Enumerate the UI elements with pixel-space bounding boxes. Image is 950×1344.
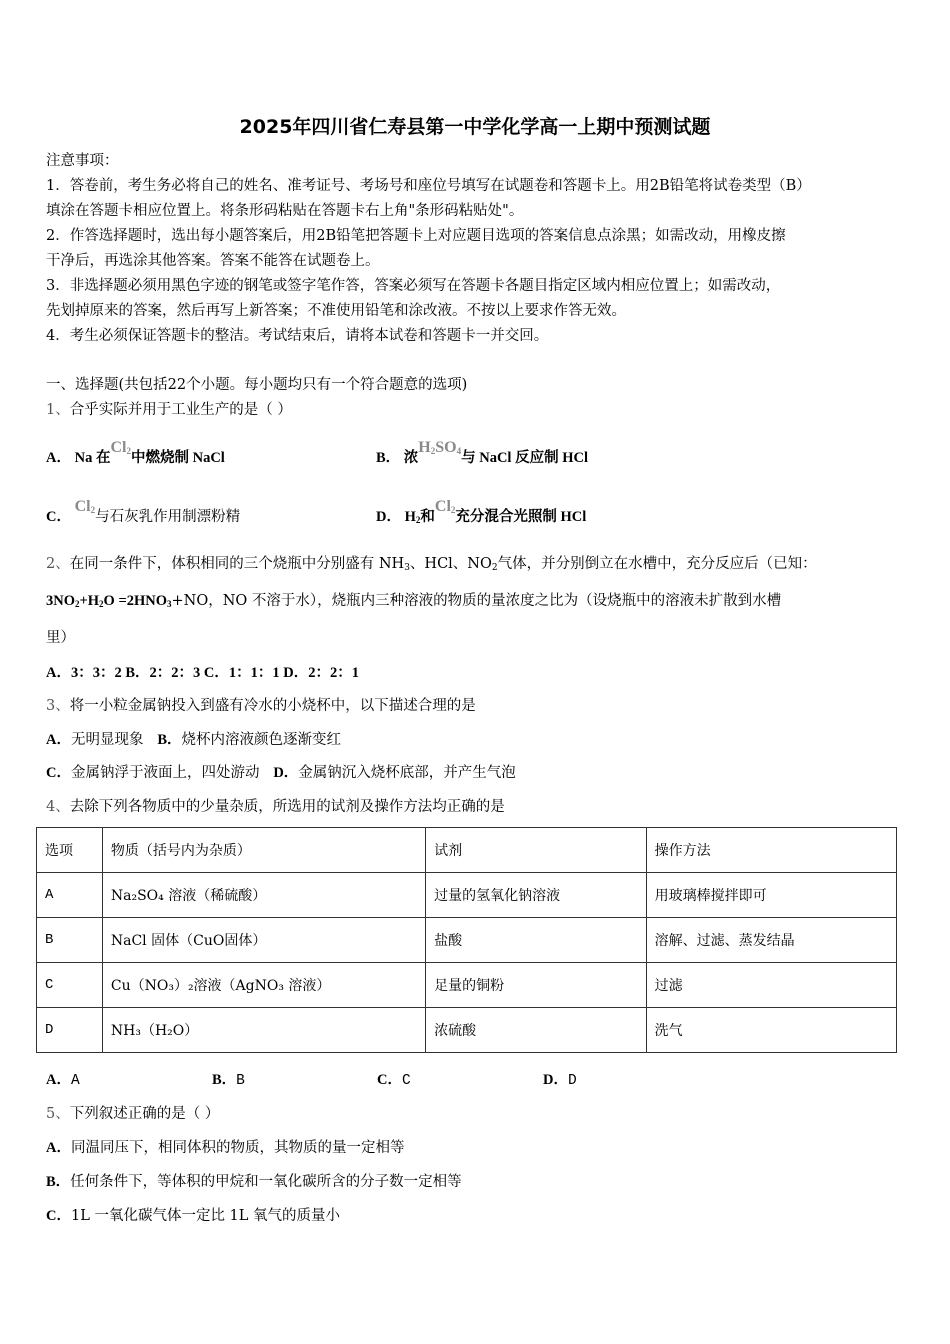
table-row: D NH₃（H₂O） 浓硫酸 洗气 (37, 1008, 897, 1053)
formula-cl2: $Cl_2$ (434, 498, 456, 515)
q4-answer-a: A．A (46, 1072, 80, 1089)
notice-item-2-line-1: 2．作答选择题时，选出每小题答案后，用2B铅笔把答题卡上对应题目选项的答案信息点涂黑；如需改动，用橡皮擦 (46, 228, 786, 244)
q1-option-b: B． 浓$H_2SO_4$与 NaCl 反应制 HCl (376, 439, 588, 466)
question-number: 1、 (46, 402, 70, 418)
notice-item-2-line-2: 干净后，再选涂其他答案。答案不能答在试题卷上。 (46, 253, 380, 269)
q1-option-a: A． Na 在$Cl_2$中燃烧制 NaCl (46, 439, 225, 466)
question-text: 合乎实际并用于工业生产的是（ ） (69, 402, 292, 418)
table-header-row (37, 828, 897, 873)
question-5-stem: 5、下列叙述正确的是（ ） (46, 1106, 220, 1122)
notice-heading: 注意事项： (46, 153, 119, 169)
table-row: A Na₂SO₄ 溶液（稀硫酸） 过量的氢氧化钠溶液 用玻璃棒搅拌即可 (37, 873, 897, 918)
formula-h2so4: $H_2SO_4$ (418, 439, 462, 456)
question-3-options-cd: C．金属钠浮于液面上，四处游动 D．金属钠沉入烧杯底部，并产生气泡 (46, 765, 516, 781)
notice-item-3-line-1: 3．非选择题必须用黑色字迹的钢笔或签字笔作答，答案必须写在答题卡各题目指定区域内相应位置上；如需改动， (46, 278, 781, 294)
question-4-stem: 4、去除下列各物质中的少量杂质，所选用的试剂及操作方法均正确的是 (46, 799, 505, 815)
q1-option-c: C． $Cl_2$与石灰乳作用制漂粉精 (46, 498, 241, 525)
header-cell: 试剂 (426, 828, 646, 873)
question-3-options-ab: A．无明显现象 B．烧杯内溶液颜色逐渐变红 (46, 732, 341, 748)
notice-item-1-line-1: 1．答卷前，考生务必将自己的姓名、准考证号、考场号和座位号填写在试题卷和答题卡上。用2B铅笔将试卷类型（B） (46, 178, 811, 194)
question-2-options: A．3：3：2 B．2：2：3 C．1：1：1 D．2：2：1 (46, 665, 359, 681)
q5-option-a: A．同温同压下，相同体积的物质，其物质的量一定相等 (46, 1140, 405, 1156)
header-cell: 操作方法 (646, 828, 896, 873)
question-3-stem: 3、将一小粒金属钠投入到盛有冷水的小烧杯中，以下描述合理的是 (46, 698, 476, 714)
question-2-line-1: 2、在同一条件下，体积相同的三个烧瓶中分别盛有 $NH_3$、HCl、$NO_2$气体，并分别倒立在水槽中，充分反应后（已知： (46, 556, 817, 573)
question-2-line-3: 里） (46, 630, 75, 646)
header-cell: 物质（括号内为杂质） (102, 828, 425, 873)
notice-item-1-line-2: 填涂在答题卡相应位置上。将条形码粘贴在答题卡右上角"条形码粘贴处"。 (46, 203, 524, 219)
q1-option-d: D． $H_2$和$Cl_2$充分混合光照制 HCl (376, 498, 587, 525)
q5-option-c: C．1L 一氧化碳气体一定比 1L 氧气的质量小 (46, 1208, 341, 1224)
q5-option-b: B．任何条件下，等体积的甲烷和一氧化碳所含的分子数一定相等 (46, 1174, 462, 1190)
header-cell: 选项 (37, 828, 103, 873)
purification-table (36, 827, 897, 1053)
question-2-line-2: $3NO_2+H_2O =2HNO_3+NO$，NO 不溶于水），烧瓶内三种溶液的物质的量浓度之比为（设烧瓶中的溶液未扩散到水槽 (46, 593, 782, 609)
question-1-stem (46, 400, 292, 420)
page-title: 2025年四川省仁寿县第一中学化学高一上期中预测试题 (239, 116, 711, 138)
q4-answer-d: D．D (543, 1072, 577, 1089)
formula-cl2: $Cl_2$ (110, 439, 131, 456)
table-row: B NaCl 固体（CuO固体） 盐酸 溶解、过滤、蒸发结晶 (37, 918, 897, 963)
table-row: C Cu（NO₃）₂溶液（AgNO₃ 溶液） 足量的铜粉 过滤 (37, 963, 897, 1008)
notice-item-3-line-2: 先划掉原来的答案，然后再写上新答案；不准使用铅笔和涂改液。不按以上要求作答无效。 (46, 303, 626, 319)
notice-item-4-line-1: 4．考生必须保证答题卡的整洁。考试结束后，请将本试卷和答题卡一并交回。 (46, 328, 549, 344)
formula-cl2: $Cl_2$ (74, 498, 96, 515)
q4-answer-b: B．B (212, 1072, 245, 1089)
q4-answer-c: C．C (377, 1072, 411, 1089)
section-heading: 一、选择题(共包括22个小题。每小题均只有一个符合题意的选项) (46, 377, 468, 393)
